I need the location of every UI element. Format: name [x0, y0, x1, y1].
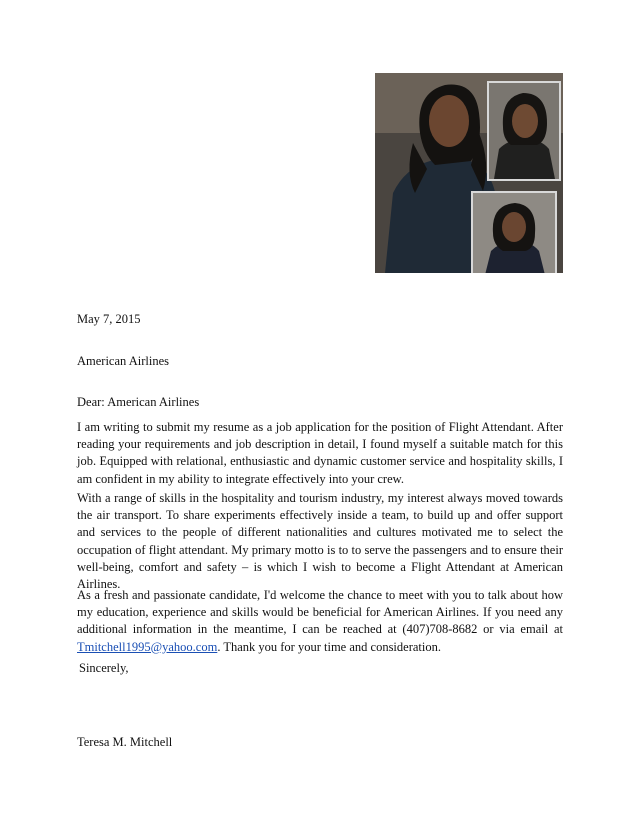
- email-link[interactable]: Tmitchell1995@yahoo.com: [77, 639, 218, 654]
- paragraph-contact: [77, 587, 563, 656]
- applicant-photo-collage: [375, 73, 563, 273]
- paragraph-contact-closing-text: . Thank you for your time and consideration.: [217, 639, 441, 654]
- closing: Sincerely,: [79, 661, 129, 675]
- letter-date: May 7, 2015: [77, 312, 141, 326]
- paragraph-experience: With a range of skills in the hospitality and tourism industry, my interest always moved towards the air transport. To share experiments effectively inside a team, to build up and offer support and services to the people of different nationalities and cultures motivated me to select the occupation of flight attendant. My primary motto is to to serve the passengers and to ensure their well-being, comfort and safety – is which I wish to become a Flight Attendant at American Airlines.: [77, 491, 563, 592]
- applicant-thumbnail-photo: [487, 81, 561, 181]
- salutation: Dear: American Airlines: [77, 395, 200, 409]
- paragraph-introduction: I am writing to submit my resume as a job application for the position of Flight Attendant. After reading your requirements and job description in detail, I found myself a suitable match for this job. Equipped with relational, enthusiastic and dynamic customer service and hospitality skills, I am confident in my ability to integrate effectively into your crew.: [77, 420, 563, 486]
- applicant-thumbnail-photo: [471, 191, 557, 273]
- signature-name: Teresa M. Mitchell: [77, 735, 173, 749]
- paragraph-contact-text: As a fresh and passionate candidate, I'd welcome the chance to meet with you to talk about how my education, experience and skills would be beneficial for American Airlines. If you need any additional information in the meantime, I can be reached at (407)708-8682 or via email at: [77, 588, 563, 637]
- recipient-name: American Airlines: [77, 354, 169, 368]
